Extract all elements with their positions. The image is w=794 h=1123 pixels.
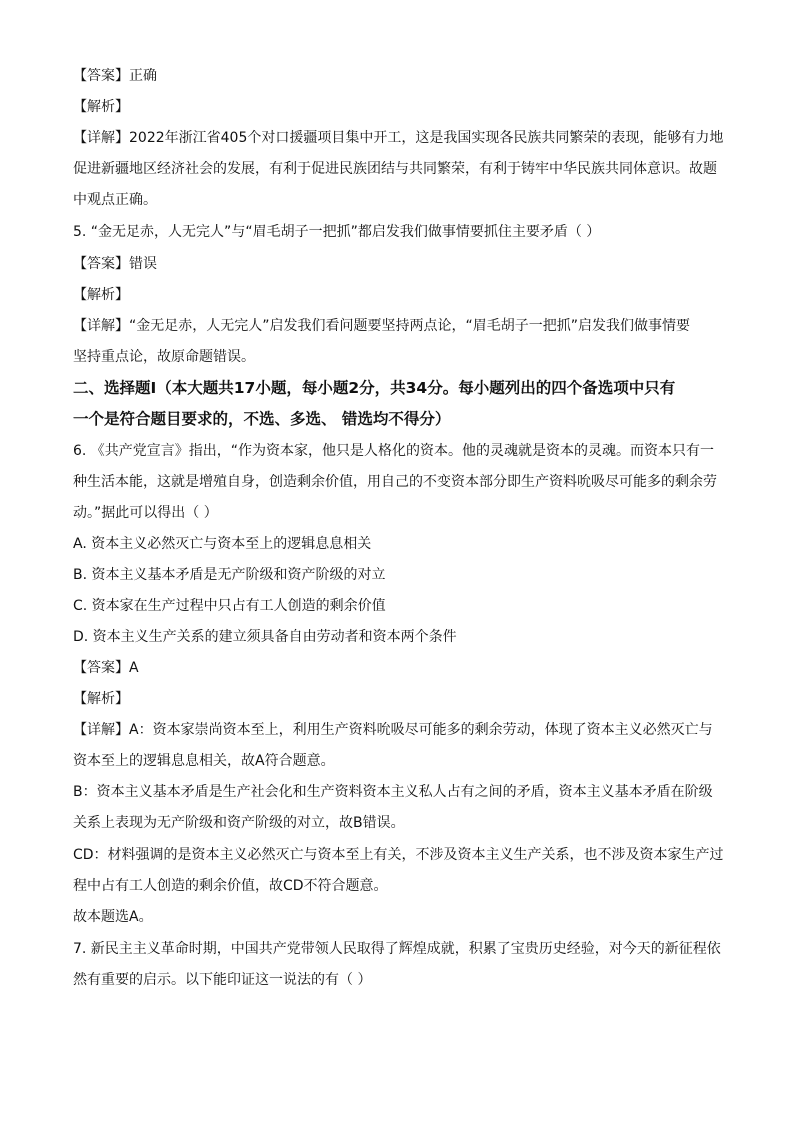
analysis-label: 【解析】 — [73, 287, 129, 303]
explanation-line: 【详解】A：资本家崇尚资本至上，利用生产资料吮吸尽可能多的剩余劳动，体现了资本主义必然灭亡与 — [73, 722, 713, 738]
option-b: B. 资本主义基本矛盾是无产阶级和资产阶级的对立 — [73, 567, 386, 583]
question-6: 6. 《共产党宣言》指出，“作为资本家，他只是人格化的资本。他的灵魂就是资本的灵魂。而资本只有一 — [73, 443, 715, 459]
explanation-line: 【详解】“金无足赤，人无完人”启发我们看问题要坚持两点论，“眉毛胡子一把抓”启发我们做事情要 — [73, 318, 691, 334]
question-6: 动。”据此可以得出（ ） — [73, 505, 218, 521]
explanation-line: B：资本主义基本矛盾是生产社会化和生产资料资本主义私人占有之间的矛盾，资本主义基本矛盾在阶级 — [73, 784, 713, 800]
question-7: 7. 新民主主义革命时期，中国共产党带领人民取得了辉煌成就，积累了宝贵历史经验，对今天的新征程依 — [73, 941, 721, 957]
explanation-line: 程中占有工人创造的剩余价值，故CD不符合题意。 — [73, 878, 388, 894]
explanation-line: 坚持重点论，故原命题错误。 — [73, 349, 255, 365]
explanation-line: 资本至上的逻辑息息相关，故A符合题意。 — [73, 753, 335, 769]
option-a: A. 资本主义必然灭亡与资本至上的逻辑息息相关 — [73, 536, 372, 552]
answer-label: 【答案】A — [73, 660, 139, 676]
section-heading: 二、选择题Ⅰ（本大题共17小题，每小题2分，共34分。每小题列出的四个备选项中只有 — [73, 379, 676, 397]
option-c: C. 资本家在生产过程中只占有工人创造的剩余价值 — [73, 598, 386, 614]
section-heading: 一个是符合题目要求的，不选、多选、 错选均不得分） — [73, 410, 451, 428]
explanation-line: 故本题选A。 — [73, 909, 153, 925]
explanation-line: 中观点正确。 — [73, 192, 157, 208]
analysis-label: 【解析】 — [73, 99, 129, 115]
answer-label: 【答案】错误 — [73, 256, 157, 272]
question-6: 种生活本能，这就是增殖自身，创造剩余价值，用自己的不变资本部分即生产资料吮吸尽可能多的剩余劳 — [73, 474, 717, 490]
question-7: 然有重要的启示。以下能印证这一说法的有（ ） — [73, 972, 372, 988]
explanation-line: 促进新疆地区经济社会的发展，有利于促进民族团结与共同繁荣，有利于铸牢中华民族共同体意识。故题 — [73, 161, 717, 177]
question-5: 5. “金无足赤，人无完人”与“眉毛胡子一把抓”都启发我们做事情要抓住主要矛盾（ ） — [73, 224, 601, 240]
explanation-line: 关系上表现为无产阶级和资产阶级的对立，故B错误。 — [73, 815, 405, 831]
option-d: D. 资本主义生产关系的建立须具备自由劳动者和资本两个条件 — [73, 629, 457, 645]
explanation-line: CD：材料强调的是资本主义必然灭亡与资本至上有关，不涉及资本主义生产关系，也不涉及资本家生产过 — [73, 847, 724, 863]
explanation-line: 【详解】2022年浙江省405个对口援疆项目集中开工，这是我国实现各民族共同繁荣的表现，能够有力地 — [73, 130, 724, 146]
answer-label: 【答案】正确 — [73, 68, 157, 84]
analysis-label: 【解析】 — [73, 691, 129, 707]
